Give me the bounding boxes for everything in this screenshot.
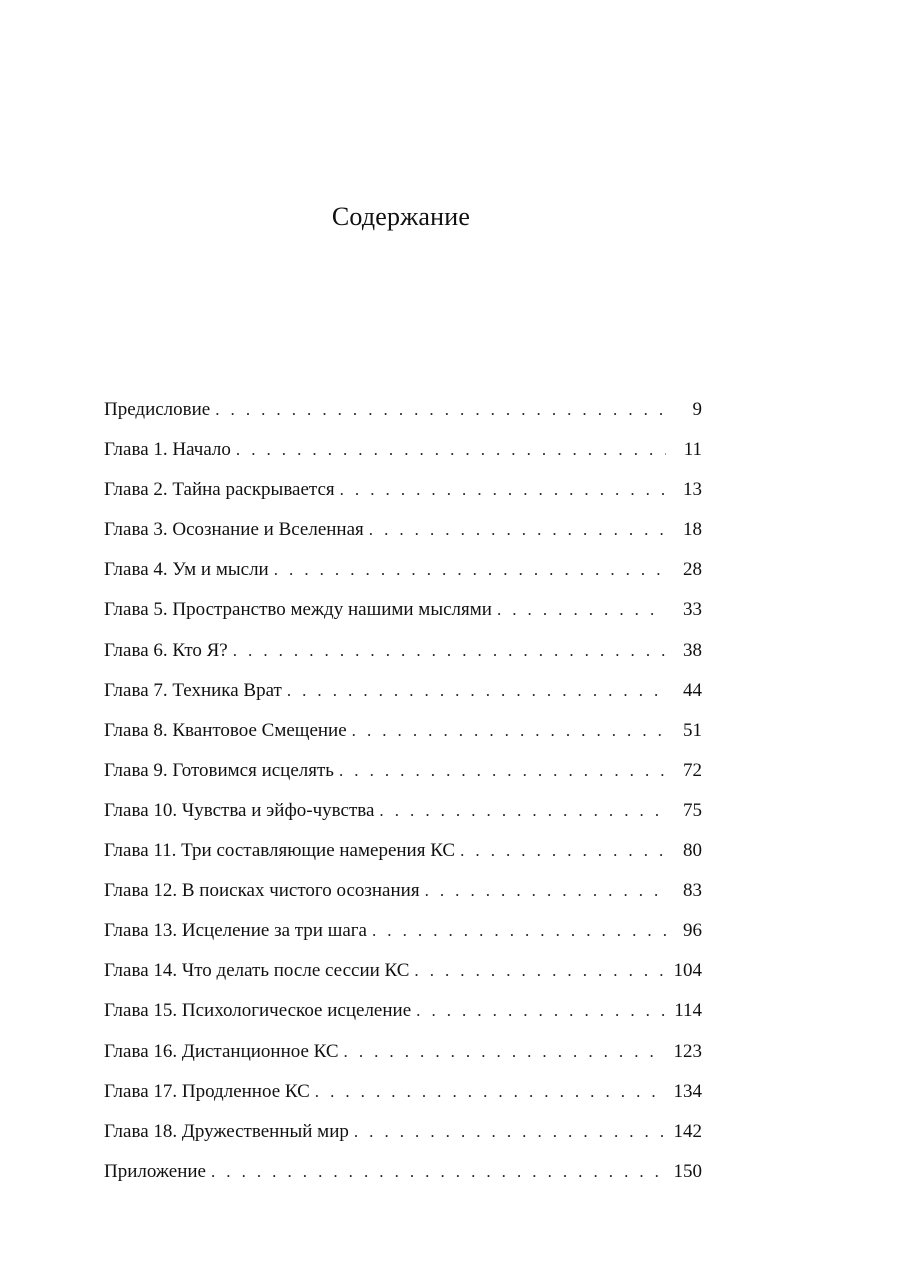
dot-leader [497,590,666,630]
toc-entry[interactable] [104,1032,702,1072]
toc-entry[interactable] [104,711,702,751]
toc-entry-title: Глава 1. Начало [104,439,231,461]
toc-page-number: 18 [683,519,702,541]
dot-leader [352,711,666,751]
dot-leader [416,991,666,1031]
toc-page-number: 96 [683,920,702,942]
toc-page-number: 142 [673,1120,702,1142]
toc-entry-title: Глава 9. Готовимся исцелять [104,759,334,781]
dot-leader [344,1032,666,1072]
dot-leader [340,470,666,510]
toc-entry-title: Глава 5. Пространство между нашими мыслями [104,599,492,621]
toc-entry[interactable] [104,1072,702,1112]
toc-page-number: 80 [683,840,702,862]
dot-leader [414,951,666,991]
toc-entry[interactable] [104,871,702,911]
toc-entry[interactable] [104,1112,702,1152]
toc-page-number: 28 [683,559,702,581]
toc-entry-title: Глава 2. Тайна раскрывается [104,479,335,501]
table-of-contents [104,390,702,1192]
toc-entry[interactable] [104,631,702,671]
toc-entry[interactable] [104,911,702,951]
toc-entry[interactable] [104,751,702,791]
toc-entry-title: Глава 15. Психологическое исцеление [104,1000,412,1022]
toc-page-number: 33 [683,599,702,621]
dot-leader [274,550,666,590]
toc-entry[interactable] [104,470,702,510]
toc-page-number: 51 [683,719,702,741]
toc-entry-title: Глава 17. Продленное КС [104,1080,310,1102]
dot-leader [425,871,666,911]
dot-leader [369,510,666,550]
toc-entry-title: Глава 8. Квантовое Смещение [104,719,347,741]
toc-page-number: 44 [683,679,702,701]
toc-page-number: 72 [683,759,702,781]
toc-entry-title: Глава 6. Кто Я? [104,639,228,661]
dot-leader [354,1112,666,1152]
toc-page-number: 38 [683,639,702,661]
dot-leader [460,831,666,871]
toc-entry-title: Глава 13. Исцеление за три шага [104,920,367,942]
toc-entry[interactable] [104,991,702,1031]
toc-entry[interactable] [104,390,702,430]
toc-entry-title: Глава 7. Техника Врат [104,679,282,701]
dot-leader [215,390,666,430]
toc-entry[interactable] [104,671,702,711]
dot-leader [236,430,666,470]
dot-leader [287,671,666,711]
dot-leader [315,1072,666,1112]
toc-page-number: 75 [683,799,702,821]
toc-entry[interactable] [104,550,702,590]
toc-page-number: 11 [683,439,702,461]
toc-entry-title: Глава 16. Дистанционное КС [104,1040,339,1062]
dot-leader [211,1152,666,1192]
toc-entry-title: Глава 4. Ум и мысли [104,559,269,581]
toc-entry[interactable] [104,590,702,630]
toc-page-number: 134 [673,1080,702,1102]
toc-entry-title: Глава 10. Чувства и эйфо-чувства [104,799,375,821]
dot-leader [379,791,666,831]
toc-entry-title: Приложение [104,1160,206,1182]
toc-page-number: 123 [673,1040,702,1062]
dot-leader [339,751,666,791]
page-title: Содержание [331,202,471,231]
toc-entry[interactable] [104,510,702,550]
toc-page-number: 114 [674,1000,702,1022]
toc-entry-title: Глава 14. Что делать после сессии КС [104,960,410,982]
toc-entry[interactable] [104,791,702,831]
dot-leader [233,631,666,671]
toc-page-number: 13 [683,479,702,501]
toc-page-number: 104 [673,960,702,982]
toc-entry[interactable] [104,430,702,470]
toc-entry-title: Глава 18. Дружественный мир [104,1120,349,1142]
toc-page-number: 150 [673,1160,702,1182]
toc-entry[interactable] [104,1152,702,1192]
toc-page-number: 83 [683,880,702,902]
toc-entry[interactable] [104,831,702,871]
toc-entry-title: Глава 3. Осознание и Вселенная [104,519,364,541]
toc-entry-title: Предисловие [104,399,211,420]
dot-leader [372,911,666,951]
toc-entry-title: Глава 11. Три составляющие намерения КС [104,840,456,862]
toc-page-number: 9 [692,399,702,420]
toc-entry-title: Глава 12. В поисках чистого осознания [104,880,420,902]
toc-entry[interactable] [104,951,702,991]
